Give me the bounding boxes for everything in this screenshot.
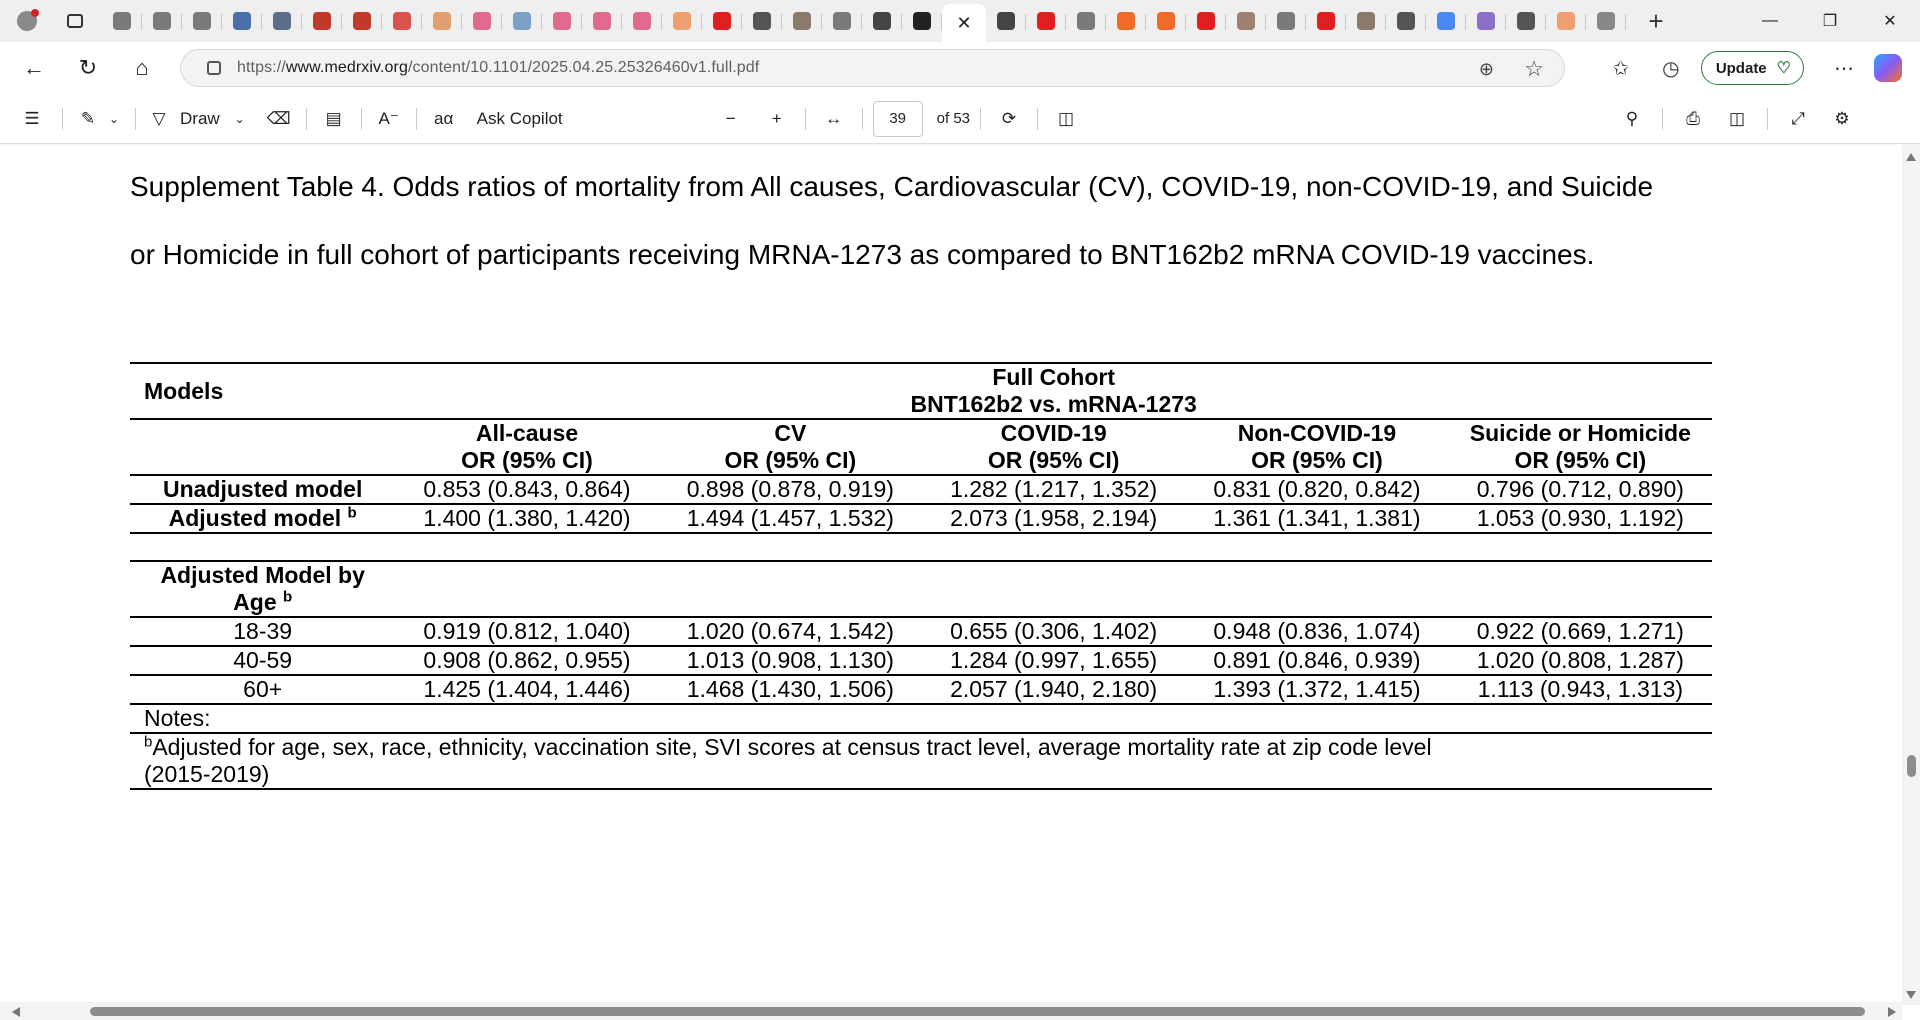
site-info-icon[interactable] bbox=[207, 61, 221, 75]
footnote-text: Adjusted for age, sex, race, ethnicity, vaccination site, SVI scores at census tract level, average mortality rate at zip code level (2015-2019) bbox=[144, 734, 1432, 787]
table-cell: 0.831 (0.820, 0.842) bbox=[1213, 476, 1421, 502]
browser-tab[interactable] bbox=[1146, 5, 1186, 37]
video-icon bbox=[473, 12, 491, 30]
age-rows bbox=[130, 617, 1712, 704]
column-header-sub: OR (95% CI) bbox=[461, 447, 593, 473]
refresh-button[interactable] bbox=[68, 48, 108, 88]
search-icon bbox=[833, 12, 851, 30]
fullscreen-button[interactable] bbox=[1778, 101, 1818, 137]
table-cell: 0.796 (0.712, 0.890) bbox=[1476, 476, 1684, 502]
table-cell: 1.020 (0.808, 1.287) bbox=[1476, 647, 1684, 673]
browser-tab[interactable] bbox=[862, 5, 902, 37]
favorite-star-icon[interactable]: ☆ bbox=[1524, 56, 1544, 81]
browser-tab[interactable] bbox=[1106, 5, 1146, 37]
youtube-icon bbox=[1317, 12, 1335, 30]
browser-tab[interactable] bbox=[1266, 5, 1306, 37]
minus-icon: − bbox=[725, 108, 736, 128]
find-button[interactable] bbox=[1612, 101, 1652, 137]
table-cell: 2.073 (1.958, 2.194) bbox=[950, 505, 1158, 531]
toolbar-divider bbox=[1767, 108, 1768, 130]
age-section-title-2: Age bbox=[233, 589, 277, 615]
tab-actions-icon bbox=[67, 14, 83, 28]
toolbar-divider bbox=[805, 108, 806, 130]
eraser-icon: ⌫ bbox=[266, 108, 291, 128]
browser-tab[interactable] bbox=[742, 5, 782, 37]
add-text-button[interactable] bbox=[317, 101, 351, 137]
address-url[interactable] bbox=[237, 59, 759, 77]
age-section-header bbox=[130, 561, 395, 617]
table-row bbox=[130, 646, 1712, 675]
plus-icon: + bbox=[771, 108, 782, 128]
s-logo-icon bbox=[1517, 12, 1535, 30]
table-cell: 1.113 (0.943, 1.313) bbox=[1477, 676, 1684, 702]
footnote bbox=[130, 733, 1449, 789]
table-row bbox=[130, 475, 1712, 504]
read-aloud-icon: A⁻ bbox=[378, 108, 399, 128]
image-icon bbox=[1237, 12, 1255, 30]
highlight-button[interactable] bbox=[73, 101, 103, 137]
cohort-header bbox=[395, 363, 1712, 419]
table-row bbox=[130, 617, 1712, 646]
toolbar-divider bbox=[306, 108, 307, 130]
browser-tab[interactable] bbox=[382, 5, 422, 37]
fp-logo-icon bbox=[913, 12, 931, 30]
pdf-settings-button[interactable] bbox=[1822, 101, 1862, 137]
row-label bbox=[130, 504, 395, 533]
column-header-sub: OR (95% CI) bbox=[1514, 447, 1647, 473]
restore-button[interactable]: ❐ bbox=[1822, 13, 1838, 30]
table-row bbox=[130, 675, 1712, 704]
footnote-row bbox=[130, 733, 1712, 789]
vertical-scroll-thumb[interactable] bbox=[1907, 755, 1916, 777]
highlighter-icon: ✎ bbox=[80, 108, 96, 128]
notes-row bbox=[130, 704, 1712, 733]
gp-logo-icon bbox=[1597, 12, 1615, 30]
chevron-down-icon: ⌄ bbox=[108, 111, 120, 126]
browser-tab[interactable] bbox=[1386, 5, 1426, 37]
row-label: 18-39 bbox=[233, 618, 293, 644]
table-cell: 1.393 (1.372, 1.415) bbox=[1213, 676, 1421, 702]
zoom-in-button[interactable] bbox=[759, 101, 795, 137]
browser-tab[interactable] bbox=[142, 5, 182, 37]
row-label-text: Adjusted model bbox=[168, 505, 342, 531]
draw-button[interactable]: Draw bbox=[180, 108, 220, 128]
table-cell: 0.948 (0.836, 1.074) bbox=[1213, 618, 1421, 644]
footnote-marker: b bbox=[283, 588, 293, 606]
refresh-icon: ↻ bbox=[78, 55, 98, 80]
toolbar-divider bbox=[1662, 108, 1663, 130]
dr-logo-icon bbox=[873, 12, 891, 30]
column-header bbox=[1185, 419, 1448, 475]
column-header-sub: OR (95% CI) bbox=[987, 447, 1120, 473]
browser-tab[interactable] bbox=[662, 5, 702, 37]
browser-tab[interactable] bbox=[262, 5, 302, 37]
wave-icon bbox=[513, 12, 531, 30]
overall-rows bbox=[130, 475, 1712, 533]
browser-tab[interactable] bbox=[1546, 5, 1586, 37]
column-header-name: All-cause bbox=[475, 420, 579, 446]
close-window-button[interactable]: ✕ bbox=[1883, 13, 1897, 30]
new-tab-button[interactable]: + bbox=[1648, 5, 1664, 36]
navbar-right-actions bbox=[1601, 42, 1920, 94]
footnote-marker: b bbox=[347, 504, 357, 522]
news-icon bbox=[233, 12, 251, 30]
cohort-title: Full Cohort bbox=[992, 364, 1115, 390]
row-label: 40-59 bbox=[233, 647, 293, 673]
browser-tab[interactable] bbox=[986, 5, 1026, 37]
browser-tab[interactable] bbox=[1226, 5, 1266, 37]
read-aloud-button[interactable] bbox=[372, 101, 406, 137]
rotate-button[interactable] bbox=[991, 101, 1027, 137]
table-cell: 1.284 (0.997, 1.655) bbox=[950, 647, 1158, 673]
r-logo-icon bbox=[753, 12, 771, 30]
bookmark-icon bbox=[1157, 12, 1175, 30]
age-section-title: Adjusted Model by bbox=[160, 562, 365, 588]
fit-width-icon: ↔ bbox=[825, 108, 843, 128]
browser-tab[interactable] bbox=[542, 5, 582, 37]
pdf-viewer[interactable] bbox=[0, 145, 1920, 1020]
toolbar-divider bbox=[862, 108, 863, 130]
chevron-down-icon: ⌄ bbox=[234, 111, 245, 126]
copilot-icon[interactable] bbox=[1874, 54, 1902, 82]
row-label bbox=[130, 475, 395, 504]
notification-dot bbox=[31, 9, 39, 17]
translate-icon: aα bbox=[434, 108, 454, 128]
browser-tab[interactable] bbox=[1506, 5, 1546, 37]
zoom-icon[interactable]: ⊕ bbox=[1478, 59, 1494, 79]
zoom-out-button[interactable] bbox=[713, 101, 749, 137]
tab-list bbox=[102, 0, 1626, 42]
pdf-toolbar bbox=[0, 94, 1920, 144]
back-arrow-icon: ← bbox=[23, 55, 45, 80]
eraser-button[interactable] bbox=[262, 101, 296, 137]
vertical-scrollbar[interactable] bbox=[1902, 145, 1920, 1005]
scroll-left-arrow-icon[interactable] bbox=[12, 1007, 20, 1017]
window-controls bbox=[1740, 0, 1920, 42]
browser-tab[interactable] bbox=[182, 5, 222, 37]
video-icon bbox=[593, 12, 611, 30]
circle-icon bbox=[433, 12, 451, 30]
browser-tab[interactable] bbox=[302, 5, 342, 37]
browser-tab[interactable] bbox=[1346, 5, 1386, 37]
tab-actions-menu[interactable] bbox=[58, 4, 92, 38]
browser-tab[interactable] bbox=[1066, 5, 1106, 37]
browser-tab[interactable] bbox=[102, 5, 142, 37]
close-tab-icon[interactable]: ✕ bbox=[956, 12, 972, 33]
settings-more-button[interactable] bbox=[1824, 48, 1864, 88]
favorites-icon: ✩ bbox=[1612, 57, 1630, 80]
home-button[interactable] bbox=[122, 48, 162, 88]
page-count-label: of 53 bbox=[936, 110, 971, 127]
globe-icon bbox=[153, 12, 171, 30]
b-logo-icon bbox=[673, 12, 691, 30]
table-cell: 1.282 (1.217, 1.352) bbox=[950, 476, 1158, 502]
footnote-marker: b bbox=[144, 733, 153, 751]
save-disk-icon: ◫ bbox=[1729, 108, 1746, 128]
navigation-bar bbox=[0, 42, 1920, 94]
globe-icon bbox=[113, 12, 131, 30]
favorites-button[interactable] bbox=[1601, 48, 1641, 88]
page-number-input[interactable]: 39 bbox=[873, 101, 923, 137]
ask-copilot-button[interactable]: Ask Copilot bbox=[476, 108, 563, 128]
youtube-icon bbox=[1197, 12, 1215, 30]
models-header: Models bbox=[144, 377, 224, 404]
history-button[interactable] bbox=[1651, 48, 1691, 88]
table-cell: 1.013 (0.908, 1.130) bbox=[686, 647, 894, 673]
table-cell: 1.425 (1.404, 1.446) bbox=[423, 676, 631, 702]
expand-icon: ⤢ bbox=[1791, 108, 1805, 128]
column-header bbox=[1449, 419, 1712, 475]
column-header-sub: OR (95% CI) bbox=[1251, 447, 1383, 473]
image-icon bbox=[793, 12, 811, 30]
table-cell: 1.468 (1.430, 1.506) bbox=[686, 676, 894, 702]
trend-icon bbox=[1277, 12, 1295, 30]
age-section-header-row bbox=[130, 561, 1712, 617]
odds-ratio-table bbox=[130, 362, 1712, 790]
table-cell: 0.919 (0.812, 1.040) bbox=[423, 618, 631, 644]
table-cell: 1.400 (1.380, 1.420) bbox=[423, 505, 631, 531]
translate-button[interactable] bbox=[427, 101, 461, 137]
toolbar-divider bbox=[980, 108, 981, 130]
table-row bbox=[130, 504, 1712, 533]
browser-tab[interactable] bbox=[822, 5, 862, 37]
row-label: 60+ bbox=[243, 676, 283, 702]
table-cell: 0.908 (0.862, 0.955) bbox=[423, 647, 631, 673]
rotate-icon: ⟳ bbox=[1001, 108, 1017, 128]
table-cell: 0.898 (0.878, 0.919) bbox=[686, 476, 894, 502]
notes-label: Notes: bbox=[144, 705, 211, 731]
fit-width-button[interactable] bbox=[816, 101, 852, 137]
table-cell: 0.922 (0.669, 1.271) bbox=[1476, 618, 1684, 644]
row-label-text: Unadjusted model bbox=[162, 476, 363, 502]
update-button[interactable] bbox=[1701, 51, 1804, 85]
page-view-button[interactable] bbox=[1048, 101, 1084, 137]
table-cell: 2.057 (1.940, 2.180) bbox=[950, 676, 1158, 702]
r-logo-icon bbox=[313, 12, 331, 30]
table-cell: 0.853 (0.843, 0.864) bbox=[423, 476, 631, 502]
r-logo-icon bbox=[1397, 12, 1415, 30]
browser-tab[interactable] bbox=[422, 5, 462, 37]
search-icon bbox=[1077, 12, 1095, 30]
r-logo-icon bbox=[353, 12, 371, 30]
page-view-icon: ◫ bbox=[1058, 108, 1075, 128]
history-icon: ◷ bbox=[1662, 57, 1680, 80]
column-header-row bbox=[130, 419, 1712, 475]
mail-icon bbox=[1477, 12, 1495, 30]
browser-tab[interactable] bbox=[1026, 5, 1066, 37]
scroll-up-arrow-icon[interactable] bbox=[1906, 153, 1916, 161]
profile-avatar[interactable] bbox=[10, 4, 44, 38]
table-cell: 0.655 (0.306, 1.402) bbox=[950, 618, 1158, 644]
column-header bbox=[922, 419, 1185, 475]
b-logo-icon bbox=[1557, 12, 1575, 30]
health-heart-icon: ♡ bbox=[1776, 60, 1791, 77]
toolbar-divider bbox=[135, 108, 136, 130]
text-box-icon: ▤ bbox=[325, 108, 342, 128]
toolbar-divider bbox=[1037, 108, 1038, 130]
browser-tab[interactable] bbox=[1186, 5, 1226, 37]
search-icon: ⚲ bbox=[1625, 108, 1639, 128]
youtube-icon bbox=[713, 12, 731, 30]
browser-tab[interactable] bbox=[782, 5, 822, 37]
image-icon bbox=[1357, 12, 1375, 30]
dr-logo-icon bbox=[997, 12, 1015, 30]
browser-tab[interactable] bbox=[582, 5, 622, 37]
contents-list-icon: ☰ bbox=[24, 108, 40, 128]
url-path: /content/10.1101/2025.04.25.25326460v1.full.pdf bbox=[407, 59, 760, 76]
column-header-name: COVID-19 bbox=[1000, 420, 1107, 446]
toolbar-divider bbox=[62, 108, 63, 130]
update-label: Update bbox=[1715, 59, 1767, 77]
browser-tab[interactable] bbox=[902, 5, 942, 37]
table-cell: 1.494 (1.457, 1.532) bbox=[686, 505, 894, 531]
highlight-dropdown[interactable] bbox=[103, 101, 125, 137]
back-button[interactable] bbox=[14, 48, 54, 88]
column-header-name: CV bbox=[774, 420, 807, 446]
browser-tab[interactable] bbox=[1306, 5, 1346, 37]
browser-tab[interactable] bbox=[622, 5, 662, 37]
globe-icon bbox=[193, 12, 211, 30]
more-dots-icon: ⋯ bbox=[1834, 57, 1854, 80]
horizontal-scroll-thumb[interactable] bbox=[90, 1007, 1865, 1016]
browser-tab[interactable] bbox=[1466, 5, 1506, 37]
draw-pen-icon[interactable]: ▽ bbox=[152, 108, 166, 128]
browser-tab[interactable] bbox=[702, 5, 742, 37]
table-caption: Supplement Table 4. Odds ratios of mortality from All causes, Cardiovascular (CV), COVID-19, non-COVID-19, and Suicide or Homicide in full cohort of participants receiving MRNA-1273 as compared to BNT162b2 mRNA COVID-19 vaccines. bbox=[130, 171, 1654, 270]
browser-tab[interactable] bbox=[462, 5, 502, 37]
printer-icon: ⎙ bbox=[1686, 108, 1700, 128]
address-bar[interactable] bbox=[180, 49, 1565, 87]
blank-header-cell bbox=[130, 419, 395, 475]
gear-icon: ⚙ bbox=[1834, 108, 1850, 128]
video-icon bbox=[553, 12, 571, 30]
browser-tab[interactable] bbox=[342, 5, 382, 37]
document-icon bbox=[273, 12, 291, 30]
toolbar-divider bbox=[416, 108, 417, 130]
table-cell: 0.891 (0.846, 0.939) bbox=[1213, 647, 1421, 673]
active-tab[interactable] bbox=[942, 4, 986, 42]
browser-tab[interactable] bbox=[502, 5, 542, 37]
table-cell: 1.053 (0.930, 1.192) bbox=[1476, 505, 1684, 531]
toolbar-divider bbox=[361, 108, 362, 130]
print-button[interactable] bbox=[1673, 101, 1713, 137]
scroll-down-arrow-icon[interactable] bbox=[1906, 991, 1916, 999]
contents-button[interactable] bbox=[12, 101, 52, 137]
browser-tab[interactable] bbox=[1586, 5, 1626, 37]
video-icon bbox=[633, 12, 651, 30]
horizontal-scrollbar[interactable] bbox=[0, 1002, 1902, 1020]
draw-dropdown[interactable] bbox=[228, 101, 252, 137]
section-spacer bbox=[130, 533, 1712, 561]
column-header-name: Non-COVID-19 bbox=[1237, 420, 1397, 446]
table-cell: 1.020 (0.674, 1.542) bbox=[686, 618, 894, 644]
scroll-right-arrow-icon[interactable] bbox=[1888, 1007, 1896, 1017]
column-header bbox=[659, 419, 922, 475]
url-scheme: https:// bbox=[237, 59, 286, 76]
browser-tab[interactable] bbox=[1426, 5, 1466, 37]
tab-strip bbox=[0, 0, 1920, 42]
bookmark-icon bbox=[1117, 12, 1135, 30]
home-icon: ⌂ bbox=[135, 55, 149, 80]
g-logo-icon bbox=[1437, 12, 1455, 30]
minimize-button[interactable]: — bbox=[1762, 12, 1778, 29]
url-host: www.medrxiv.org bbox=[285, 59, 408, 76]
youtube-icon bbox=[1037, 12, 1055, 30]
table-cell: 1.361 (1.341, 1.381) bbox=[1213, 505, 1421, 531]
browser-tab[interactable] bbox=[222, 5, 262, 37]
pdf-icon bbox=[393, 12, 411, 30]
column-header-name: Suicide or Homicide bbox=[1469, 420, 1691, 446]
cohort-comparison: BNT162b2 vs. mRNA-1273 bbox=[910, 391, 1197, 417]
save-button[interactable] bbox=[1717, 101, 1757, 137]
column-header bbox=[395, 419, 658, 475]
column-header-sub: OR (95% CI) bbox=[724, 447, 857, 473]
